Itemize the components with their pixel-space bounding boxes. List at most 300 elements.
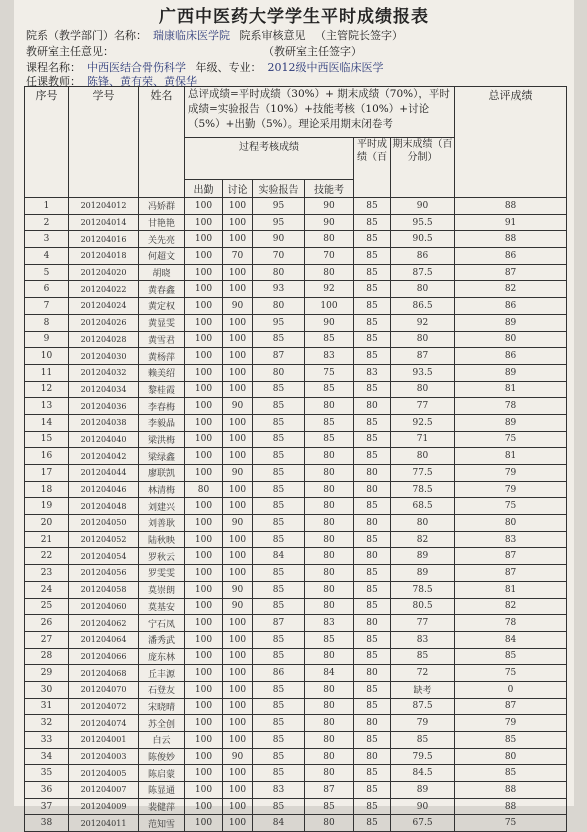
table-row bbox=[25, 231, 567, 248]
cell-no: 15 bbox=[25, 431, 69, 448]
table-row bbox=[25, 381, 567, 398]
cell-total: 84 bbox=[455, 631, 567, 648]
cell-lab: 85 bbox=[253, 681, 305, 698]
table-row bbox=[25, 565, 567, 582]
cell-no: 1 bbox=[25, 198, 69, 215]
cell-total: 78 bbox=[455, 615, 567, 632]
cell-name: 陈俊妙 bbox=[139, 748, 185, 765]
cell-discuss: 100 bbox=[223, 732, 253, 749]
table-row bbox=[25, 515, 567, 532]
cell-skill: 80 bbox=[305, 481, 354, 498]
cell-usual: 85 bbox=[354, 331, 391, 348]
cell-attend: 100 bbox=[185, 598, 223, 615]
cell-final: 82 bbox=[391, 531, 455, 548]
cell-id: 201204003 bbox=[69, 748, 139, 765]
cell-attend: 100 bbox=[185, 765, 223, 782]
table-row bbox=[25, 198, 567, 215]
cell-discuss: 90 bbox=[223, 598, 253, 615]
cell-usual: 85 bbox=[354, 581, 391, 598]
cell-final: 92 bbox=[391, 314, 455, 331]
cell-skill: 80 bbox=[305, 231, 354, 248]
cell-no: 21 bbox=[25, 531, 69, 548]
cell-final: 87 bbox=[391, 348, 455, 365]
table-row bbox=[25, 815, 567, 832]
col-attend-header: 出勤 bbox=[185, 180, 223, 198]
cell-attend: 100 bbox=[185, 348, 223, 365]
cell-id: 201204016 bbox=[69, 231, 139, 248]
cell-usual: 85 bbox=[354, 298, 391, 315]
col-discuss-header: 讨论 bbox=[223, 180, 253, 198]
cell-attend: 100 bbox=[185, 248, 223, 265]
cell-usual: 85 bbox=[354, 414, 391, 431]
table-row bbox=[25, 615, 567, 632]
cell-no: 34 bbox=[25, 748, 69, 765]
table-row bbox=[25, 481, 567, 498]
cell-skill: 80 bbox=[305, 465, 354, 482]
cell-total: 78 bbox=[455, 398, 567, 415]
cell-skill: 85 bbox=[305, 414, 354, 431]
cell-usual: 85 bbox=[354, 198, 391, 215]
cell-name: 苏全创 bbox=[139, 715, 185, 732]
cell-total: 0 bbox=[455, 681, 567, 698]
cell-id: 201204038 bbox=[69, 414, 139, 431]
cell-lab: 85 bbox=[253, 414, 305, 431]
cell-id: 201204036 bbox=[69, 398, 139, 415]
course-value: 中西医结合骨伤科学 bbox=[87, 61, 186, 74]
cell-lab: 85 bbox=[253, 765, 305, 782]
cell-no: 8 bbox=[25, 314, 69, 331]
cell-attend: 100 bbox=[185, 381, 223, 398]
cell-discuss: 100 bbox=[223, 364, 253, 381]
cell-name: 莫基安 bbox=[139, 598, 185, 615]
cell-total: 82 bbox=[455, 281, 567, 298]
cell-skill: 80 bbox=[305, 732, 354, 749]
cell-id: 201204068 bbox=[69, 665, 139, 682]
table-row bbox=[25, 214, 567, 231]
cell-attend: 100 bbox=[185, 465, 223, 482]
cell-attend: 100 bbox=[185, 798, 223, 815]
cell-total: 87 bbox=[455, 565, 567, 582]
course-label: 课程名称： bbox=[26, 61, 81, 74]
cell-name: 李春梅 bbox=[139, 398, 185, 415]
table-row bbox=[25, 631, 567, 648]
cell-attend: 100 bbox=[185, 448, 223, 465]
cell-discuss: 90 bbox=[223, 515, 253, 532]
cell-discuss: 100 bbox=[223, 665, 253, 682]
cell-skill: 85 bbox=[305, 431, 354, 448]
cell-discuss: 100 bbox=[223, 231, 253, 248]
cell-lab: 85 bbox=[253, 698, 305, 715]
cell-no: 30 bbox=[25, 681, 69, 698]
cell-usual: 85 bbox=[354, 248, 391, 265]
table-row bbox=[25, 732, 567, 749]
cell-final: 77.5 bbox=[391, 465, 455, 482]
cell-name: 陆秋映 bbox=[139, 531, 185, 548]
cell-usual: 85 bbox=[354, 348, 391, 365]
cell-name: 刘善耿 bbox=[139, 515, 185, 532]
col-skill-header: 技能考 bbox=[305, 180, 354, 198]
col-final-header: 期末成绩（百分制） bbox=[391, 138, 455, 198]
cell-id: 201204064 bbox=[69, 631, 139, 648]
cell-no: 14 bbox=[25, 414, 69, 431]
cell-skill: 80 bbox=[305, 648, 354, 665]
cell-skill: 83 bbox=[305, 615, 354, 632]
cell-id: 201204042 bbox=[69, 448, 139, 465]
cell-no: 9 bbox=[25, 331, 69, 348]
grade-rows bbox=[25, 198, 567, 832]
cell-attend: 100 bbox=[185, 581, 223, 598]
table-row bbox=[25, 715, 567, 732]
col-total-header: 总评成绩 bbox=[455, 87, 567, 198]
cell-total: 80 bbox=[455, 331, 567, 348]
cell-total: 87 bbox=[455, 264, 567, 281]
cell-usual: 80 bbox=[354, 465, 391, 482]
cell-lab: 85 bbox=[253, 481, 305, 498]
cell-total: 75 bbox=[455, 815, 567, 832]
cell-discuss: 100 bbox=[223, 498, 253, 515]
cell-no: 2 bbox=[25, 214, 69, 231]
header-line-dept bbox=[26, 27, 566, 43]
cell-id: 201204026 bbox=[69, 314, 139, 331]
cell-usual: 80 bbox=[354, 615, 391, 632]
cell-discuss: 100 bbox=[223, 331, 253, 348]
cell-discuss: 90 bbox=[223, 398, 253, 415]
cell-final: 缺考 bbox=[391, 681, 455, 698]
table-row bbox=[25, 331, 567, 348]
cell-final: 80.5 bbox=[391, 598, 455, 615]
cell-lab: 85 bbox=[253, 398, 305, 415]
cell-no: 18 bbox=[25, 481, 69, 498]
cell-total: 85 bbox=[455, 732, 567, 749]
cell-attend: 100 bbox=[185, 281, 223, 298]
cell-final: 85 bbox=[391, 648, 455, 665]
cell-id: 201204052 bbox=[69, 531, 139, 548]
cell-no: 12 bbox=[25, 381, 69, 398]
cell-skill: 80 bbox=[305, 581, 354, 598]
table-row bbox=[25, 364, 567, 381]
cell-total: 81 bbox=[455, 448, 567, 465]
table-row bbox=[25, 798, 567, 815]
cell-id: 201204030 bbox=[69, 348, 139, 365]
cell-attend: 100 bbox=[185, 715, 223, 732]
cell-no: 32 bbox=[25, 715, 69, 732]
cell-usual: 85 bbox=[354, 765, 391, 782]
cell-skill: 80 bbox=[305, 531, 354, 548]
cell-no: 10 bbox=[25, 348, 69, 365]
cell-attend: 100 bbox=[185, 531, 223, 548]
cell-final: 87.5 bbox=[391, 698, 455, 715]
cell-no: 26 bbox=[25, 615, 69, 632]
cell-final: 80 bbox=[391, 515, 455, 532]
cell-name: 赖美绍 bbox=[139, 364, 185, 381]
cell-final: 90 bbox=[391, 798, 455, 815]
cell-final: 80 bbox=[391, 281, 455, 298]
cell-total: 87 bbox=[455, 548, 567, 565]
cell-no: 7 bbox=[25, 298, 69, 315]
cell-usual: 80 bbox=[354, 515, 391, 532]
cell-lab: 80 bbox=[253, 298, 305, 315]
cell-attend: 100 bbox=[185, 498, 223, 515]
cell-no: 23 bbox=[25, 565, 69, 582]
cell-lab: 85 bbox=[253, 465, 305, 482]
cell-no: 6 bbox=[25, 281, 69, 298]
cell-usual: 85 bbox=[354, 264, 391, 281]
cell-total: 82 bbox=[455, 598, 567, 615]
cell-lab: 83 bbox=[253, 782, 305, 799]
grade-report-sheet bbox=[14, 0, 574, 830]
cell-usual: 85 bbox=[354, 798, 391, 815]
col-index-header: 序号 bbox=[25, 87, 69, 198]
table-row bbox=[25, 765, 567, 782]
cell-name: 廖联凯 bbox=[139, 465, 185, 482]
cell-attend: 100 bbox=[185, 665, 223, 682]
cell-lab: 90 bbox=[253, 231, 305, 248]
cell-final: 90.5 bbox=[391, 231, 455, 248]
cell-usual: 85 bbox=[354, 782, 391, 799]
col-name-header: 姓名 bbox=[139, 87, 185, 198]
cell-skill: 80 bbox=[305, 698, 354, 715]
cell-discuss: 100 bbox=[223, 198, 253, 215]
cell-name: 潘秀武 bbox=[139, 631, 185, 648]
cell-lab: 85 bbox=[253, 598, 305, 615]
cell-lab: 84 bbox=[253, 548, 305, 565]
cell-total: 88 bbox=[455, 198, 567, 215]
cell-lab: 85 bbox=[253, 648, 305, 665]
cell-attend: 100 bbox=[185, 298, 223, 315]
cell-total: 87 bbox=[455, 698, 567, 715]
cell-usual: 80 bbox=[354, 398, 391, 415]
cell-skill: 80 bbox=[305, 681, 354, 698]
table-row bbox=[25, 298, 567, 315]
cell-name: 黎桂霞 bbox=[139, 381, 185, 398]
cell-skill: 90 bbox=[305, 198, 354, 215]
cell-final: 80 bbox=[391, 381, 455, 398]
table-row bbox=[25, 348, 567, 365]
cell-usual: 85 bbox=[354, 498, 391, 515]
cell-total: 89 bbox=[455, 314, 567, 331]
cell-final: 93.5 bbox=[391, 364, 455, 381]
cell-total: 79 bbox=[455, 481, 567, 498]
cell-final: 78.5 bbox=[391, 581, 455, 598]
cell-name: 胡晓 bbox=[139, 264, 185, 281]
cell-discuss: 90 bbox=[223, 748, 253, 765]
cell-no: 31 bbox=[25, 698, 69, 715]
formula-note: 总评成绩=平时成绩（30%）+ 期末成绩（70%），平时成绩=实验报告（10%）+技能考核（10%）+讨论（5%）+出勤（5%）。理论采用期末闭卷考 bbox=[185, 87, 455, 138]
cell-lab: 95 bbox=[253, 198, 305, 215]
cell-name: 丘丰源 bbox=[139, 665, 185, 682]
cell-usual: 85 bbox=[354, 381, 391, 398]
cell-skill: 92 bbox=[305, 281, 354, 298]
cell-discuss: 100 bbox=[223, 798, 253, 815]
cell-usual: 83 bbox=[354, 364, 391, 381]
cell-discuss: 100 bbox=[223, 448, 253, 465]
cell-id: 201204028 bbox=[69, 331, 139, 348]
cell-total: 80 bbox=[455, 515, 567, 532]
cell-lab: 85 bbox=[253, 715, 305, 732]
cell-id: 201204072 bbox=[69, 698, 139, 715]
cell-attend: 100 bbox=[185, 681, 223, 698]
cell-usual: 80 bbox=[354, 665, 391, 682]
table-row bbox=[25, 665, 567, 682]
cell-discuss: 100 bbox=[223, 565, 253, 582]
cell-lab: 80 bbox=[253, 264, 305, 281]
cell-id: 201204020 bbox=[69, 264, 139, 281]
table-row bbox=[25, 264, 567, 281]
cell-usual: 80 bbox=[354, 481, 391, 498]
cell-skill: 80 bbox=[305, 448, 354, 465]
cell-attend: 100 bbox=[185, 331, 223, 348]
cell-total: 89 bbox=[455, 364, 567, 381]
cell-discuss: 100 bbox=[223, 782, 253, 799]
cell-final: 79 bbox=[391, 715, 455, 732]
cell-final: 92.5 bbox=[391, 414, 455, 431]
cell-id: 201204018 bbox=[69, 248, 139, 265]
cell-final: 68.5 bbox=[391, 498, 455, 515]
cell-name: 梁洪梅 bbox=[139, 431, 185, 448]
cell-skill: 70 bbox=[305, 248, 354, 265]
cell-no: 33 bbox=[25, 732, 69, 749]
cell-name: 陈显通 bbox=[139, 782, 185, 799]
cell-lab: 85 bbox=[253, 498, 305, 515]
grade-label: 年级、专业： bbox=[195, 61, 262, 74]
cell-final: 89 bbox=[391, 548, 455, 565]
cell-id: 201204024 bbox=[69, 298, 139, 315]
cell-name: 黄定权 bbox=[139, 298, 185, 315]
cell-no: 5 bbox=[25, 264, 69, 281]
cell-name: 黄显雯 bbox=[139, 314, 185, 331]
cell-name: 裴健萍 bbox=[139, 798, 185, 815]
cell-attend: 100 bbox=[185, 631, 223, 648]
cell-no: 36 bbox=[25, 782, 69, 799]
cell-skill: 87 bbox=[305, 782, 354, 799]
cell-final: 86.5 bbox=[391, 298, 455, 315]
cell-skill: 80 bbox=[305, 715, 354, 732]
col-lab-header: 实验报告 bbox=[253, 180, 305, 198]
cell-usual: 80 bbox=[354, 715, 391, 732]
cell-attend: 100 bbox=[185, 414, 223, 431]
cell-discuss: 70 bbox=[223, 248, 253, 265]
cell-no: 37 bbox=[25, 798, 69, 815]
cell-discuss: 100 bbox=[223, 281, 253, 298]
cell-no: 29 bbox=[25, 665, 69, 682]
cell-no: 27 bbox=[25, 631, 69, 648]
table-row bbox=[25, 248, 567, 265]
cell-skill: 85 bbox=[305, 798, 354, 815]
cell-total: 91 bbox=[455, 214, 567, 231]
cell-total: 75 bbox=[455, 665, 567, 682]
report-title: 广西中医药大学学生平时成绩报表 bbox=[159, 7, 429, 27]
cell-usual: 85 bbox=[354, 231, 391, 248]
cell-no: 13 bbox=[25, 398, 69, 415]
cell-usual: 85 bbox=[354, 631, 391, 648]
cell-skill: 80 bbox=[305, 815, 354, 832]
cell-lab: 84 bbox=[253, 815, 305, 832]
cell-id: 201204011 bbox=[69, 815, 139, 832]
table-row bbox=[25, 314, 567, 331]
cell-id: 201204046 bbox=[69, 481, 139, 498]
cell-lab: 85 bbox=[253, 381, 305, 398]
cell-total: 86 bbox=[455, 248, 567, 265]
cell-attend: 100 bbox=[185, 698, 223, 715]
cell-lab: 85 bbox=[253, 631, 305, 648]
cell-skill: 80 bbox=[305, 398, 354, 415]
cell-lab: 95 bbox=[253, 314, 305, 331]
cell-no: 20 bbox=[25, 515, 69, 532]
cell-name: 罗雯雯 bbox=[139, 565, 185, 582]
cell-total: 79 bbox=[455, 715, 567, 732]
cell-lab: 85 bbox=[253, 515, 305, 532]
cell-final: 83 bbox=[391, 631, 455, 648]
cell-no: 22 bbox=[25, 548, 69, 565]
cell-final: 77 bbox=[391, 398, 455, 415]
cell-skill: 80 bbox=[305, 548, 354, 565]
process-header: 过程考核成绩 bbox=[185, 138, 354, 180]
cell-lab: 85 bbox=[253, 798, 305, 815]
cell-id: 201204058 bbox=[69, 581, 139, 598]
cell-lab: 85 bbox=[253, 581, 305, 598]
cell-no: 28 bbox=[25, 648, 69, 665]
cell-discuss: 100 bbox=[223, 765, 253, 782]
cell-attend: 100 bbox=[185, 782, 223, 799]
cell-usual: 85 bbox=[354, 698, 391, 715]
cell-usual: 85 bbox=[354, 531, 391, 548]
cell-no: 38 bbox=[25, 815, 69, 832]
cell-discuss: 100 bbox=[223, 631, 253, 648]
cell-total: 83 bbox=[455, 531, 567, 548]
cell-discuss: 100 bbox=[223, 531, 253, 548]
dept-value: 瑞康临床医学院 bbox=[153, 29, 230, 42]
cell-final: 87.5 bbox=[391, 264, 455, 281]
cell-skill: 84 bbox=[305, 665, 354, 682]
cell-skill: 83 bbox=[305, 348, 354, 365]
teacher-value: 陈锋、黄有荣、黄保华 bbox=[87, 75, 197, 88]
cell-id: 201204066 bbox=[69, 648, 139, 665]
cell-name: 罗秋云 bbox=[139, 548, 185, 565]
cell-skill: 80 bbox=[305, 515, 354, 532]
cell-discuss: 100 bbox=[223, 431, 253, 448]
cell-lab: 95 bbox=[253, 214, 305, 231]
cell-discuss: 100 bbox=[223, 414, 253, 431]
cell-total: 88 bbox=[455, 231, 567, 248]
cell-usual: 85 bbox=[354, 431, 391, 448]
teacher-label: 任课教师： bbox=[26, 75, 81, 88]
cell-lab: 86 bbox=[253, 665, 305, 682]
cell-name: 梁绿鑫 bbox=[139, 448, 185, 465]
cell-attend: 100 bbox=[185, 231, 223, 248]
cell-total: 81 bbox=[455, 381, 567, 398]
cell-id: 201204022 bbox=[69, 281, 139, 298]
cell-discuss: 90 bbox=[223, 465, 253, 482]
cell-skill: 80 bbox=[305, 598, 354, 615]
cell-no: 11 bbox=[25, 364, 69, 381]
cell-lab: 85 bbox=[253, 331, 305, 348]
cell-name: 冯娇群 bbox=[139, 198, 185, 215]
cell-name: 陈启蒙 bbox=[139, 765, 185, 782]
cell-usual: 85 bbox=[354, 681, 391, 698]
cell-attend: 100 bbox=[185, 515, 223, 532]
cell-final: 90 bbox=[391, 198, 455, 215]
table-row bbox=[25, 531, 567, 548]
cell-name: 庞东林 bbox=[139, 648, 185, 665]
cell-discuss: 100 bbox=[223, 698, 253, 715]
cell-discuss: 100 bbox=[223, 715, 253, 732]
cell-discuss: 90 bbox=[223, 298, 253, 315]
director-label: 教研室主任意见： bbox=[26, 45, 114, 58]
cell-discuss: 100 bbox=[223, 548, 253, 565]
table-row bbox=[25, 281, 567, 298]
cell-name: 甘艳艳 bbox=[139, 214, 185, 231]
cell-id: 201204001 bbox=[69, 732, 139, 749]
